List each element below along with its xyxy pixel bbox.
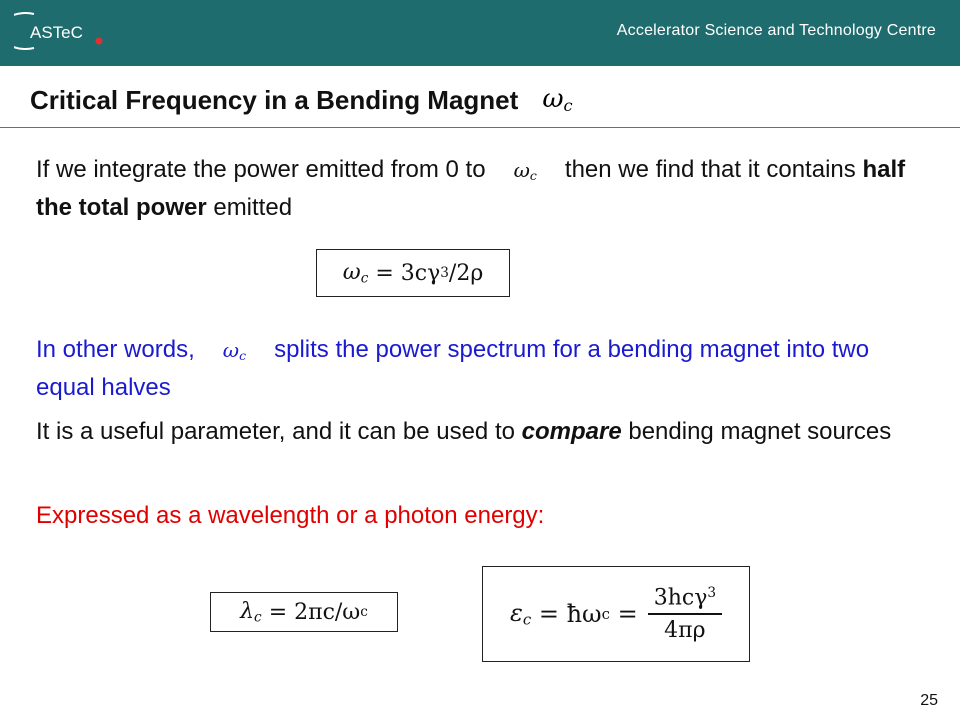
page-number: 25 xyxy=(920,692,938,709)
half-total-power-emphasis: half the total power xyxy=(36,156,906,222)
omega-c-symbol: $\omega_c$ xyxy=(222,338,247,364)
paragraph-other-words: In other words, $\omega_c$ splits the power spectrum for a bending magnet into two equal halves xyxy=(36,336,870,402)
slide-title-row xyxy=(30,80,573,120)
compare-emphasis: compare xyxy=(521,418,622,445)
slide-title: Critical Frequency in a Bending Magnet xyxy=(30,84,519,115)
critical-photon-energy-equation: $\varepsilon_c$ = ħω c = $\frac{3hc\gamma^3}{4\pi\rho}$ xyxy=(482,566,750,662)
title-omega-c-symbol: $\omega_c$ xyxy=(542,84,573,116)
organization-name: Accelerator Science and Technology Centre xyxy=(616,22,936,39)
critical-wavelength-equation: $\lambda_c$ = 2πc/ω c xyxy=(210,592,398,632)
omega-c-symbol: $\omega_c$ xyxy=(513,158,537,184)
header-bar xyxy=(0,0,960,66)
paragraph-expressed: Expressed as a wavelength or a photon energy: xyxy=(36,502,545,529)
title-divider xyxy=(0,127,960,128)
paragraph-useful-parameter: It is a useful parameter, and it can be used to compare bending magnet sources xyxy=(36,418,892,445)
critical-frequency-equation: $\omega_c$ = 3cγ 3 /2ρ xyxy=(316,249,510,297)
paragraph-integrate: If we integrate the power emitted from 0 to $\omega_c$ then we find that it contains half the total power emitted xyxy=(36,156,906,222)
photon-energy-fraction: $\frac{3hc\gamma^3}{4\pi\rho}$ xyxy=(648,585,722,644)
logo-text: ASTeC xyxy=(30,23,83,42)
astec-logo xyxy=(14,8,114,54)
